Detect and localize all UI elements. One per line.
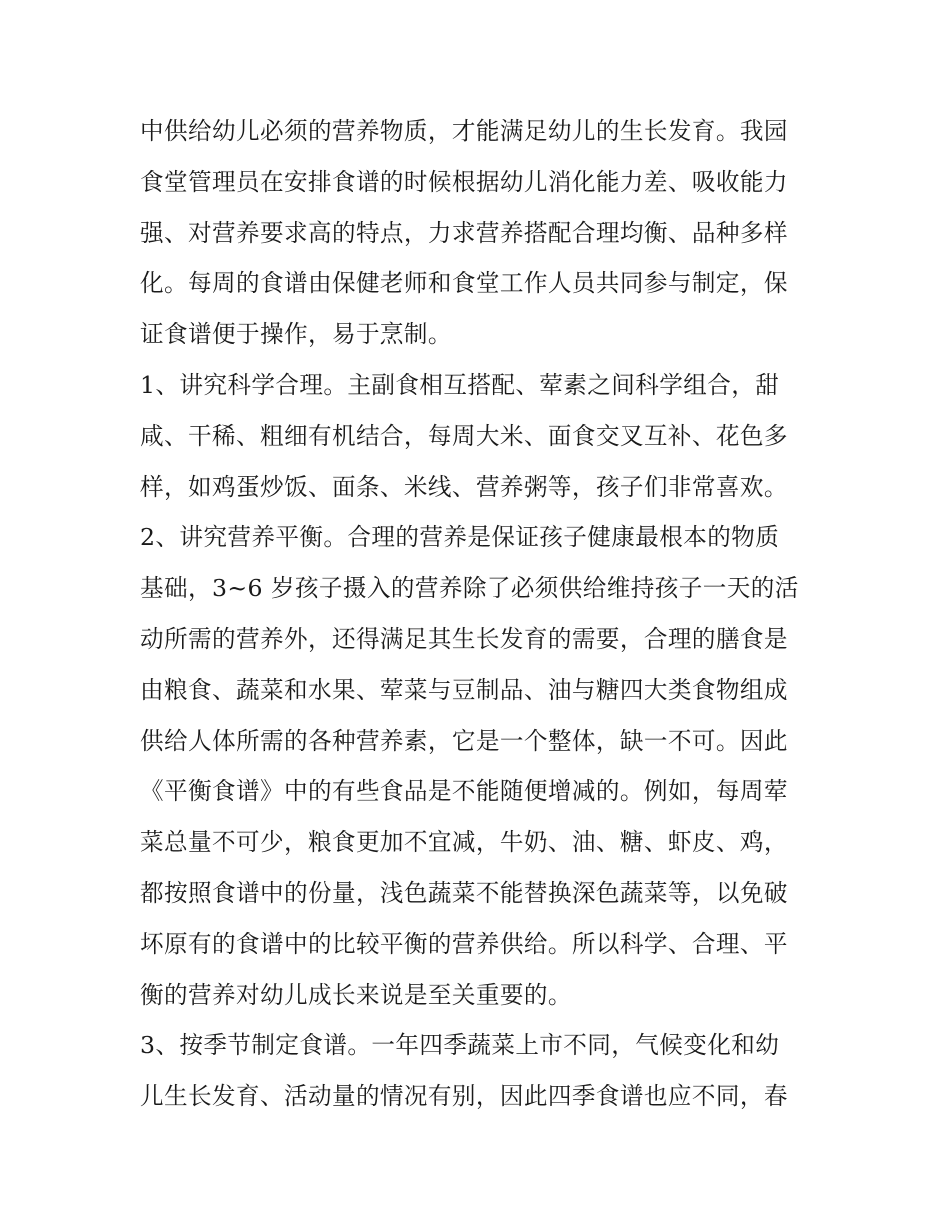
text-line: 动所需的营养外，还得满足其生长发育的需要，合理的膳食是 [140,624,788,653]
text-line: 样，如鸡蛋炒饭、面条、米线、营养粥等，孩子们非常喜欢。 [140,472,788,501]
text-line: 衡的营养对幼儿成长来说是至关重要的。 [140,980,572,1009]
text-line: 供给人体所需的各种营养素，它是一个整体，缺一不可。因此 [140,726,788,755]
text-line: 2、讲究营养平衡。合理的营养是保证孩子健康最根本的物质 [140,523,780,552]
text-line: 儿生长发育、活动量的情况有别，因此四季食谱也应不同，春 [140,1082,788,1111]
text-line: 都按照食谱中的份量，浅色蔬菜不能替换深色蔬菜等，以免破 [140,878,788,907]
text-line: 1、讲究科学合理。主副食相互搭配、荤素之间科学组合，甜 [140,370,780,399]
text-line: 菜总量不可少，粮食更加不宜减，牛奶、油、糖、虾皮、鸡， [140,828,788,857]
text-line: 化。每周的食谱由保健老师和食堂工作人员共同参与制定，保 [140,269,788,298]
text-line: 咸、干稀、粗细有机结合，每周大米、面食交叉互补、花色多 [140,421,788,450]
text-line: 基础，3~6 岁孩子摄入的营养除了必须供给维持孩子一天的活 [140,574,799,603]
text-line: 中供给幼儿必须的营养物质，才能满足幼儿的生长发育。我园 [140,117,788,145]
text-line: 证食谱便于操作，易于烹制。 [140,320,452,349]
text-line: 《平衡食谱》中的有些食品是不能随便增减的。例如，每周荤 [140,777,788,806]
text-line: 由粮食、蔬菜和水果、荤菜与豆制品、油与糖四大类食物组成 [140,675,788,704]
body-text [140,106,816,1122]
text-line: 强、对营养要求高的特点，力求营养搭配合理均衡、品种多样 [140,218,788,247]
text-line: 坏原有的食谱中的比较平衡的营养供给。所以科学、合理、平 [140,929,788,958]
text-line: 3、按季节制定食谱。一年四季蔬菜上市不同，气候变化和幼 [140,1031,780,1060]
text-line: 食堂管理员在安排食谱的时候根据幼儿消化能力差、吸收能力 [140,167,788,196]
